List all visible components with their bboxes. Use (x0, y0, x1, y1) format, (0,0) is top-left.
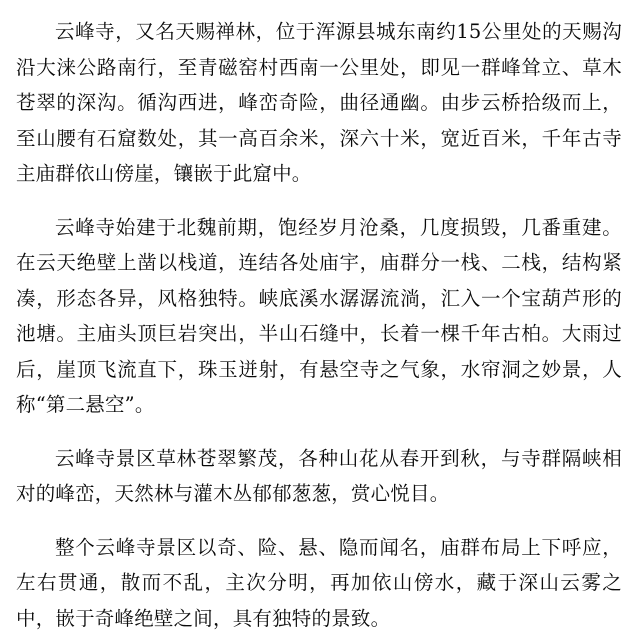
paragraph: 云峰寺始建于北魏前期，饱经岁月沧桑，几度损毁，几番重建。在云天绝壁上凿以栈道，连结各处庙宇，庙群分一栈、二栈，结构紧凑，形态各异，风格独特。峡底溪水潺潺流淌，汇入一个宝葫芦形的池塘。主庙头顶巨岩突出，半山石缝中，长着一棵千年古柏。大雨过后，崖顶飞流直下，珠玉迸射，有悬空寺之气象，水帘洞之妙景，人称“第二悬空”。 (16, 215, 622, 416)
paragraph: 整个云峰寺景区以奇、险、悬、隐而闻名，庙群布局上下呼应，左右贯通，散而不乱，主次分明，再加依山傍水，藏于深山云雾之中，嵌于奇峰绝壁之间，具有独特的景致。 (16, 535, 622, 630)
paragraph: 云峰寺，又名天赐禅林，位于浑源县城东南约15公里处的天赐沟沿大涞公路南行，至青磁窑村西南一公里处，即见一群峰耸立、草木苍翠的深沟。循沟西进，峰峦奇险，曲径通幽。由步云桥拾级而上，至山腰有石窟数处，其一高百余米，深六十米，宽近百米，千年古寺主庙群依山傍崖，镶嵌于此窟中。 (16, 20, 622, 185)
paragraph: 云峰寺景区草林苍翠繁茂，各种山花从春开到秋，与寺群隔峡相对的峰峦，天然林与灌木丛郁郁葱葱，赏心悦目。 (16, 446, 622, 505)
